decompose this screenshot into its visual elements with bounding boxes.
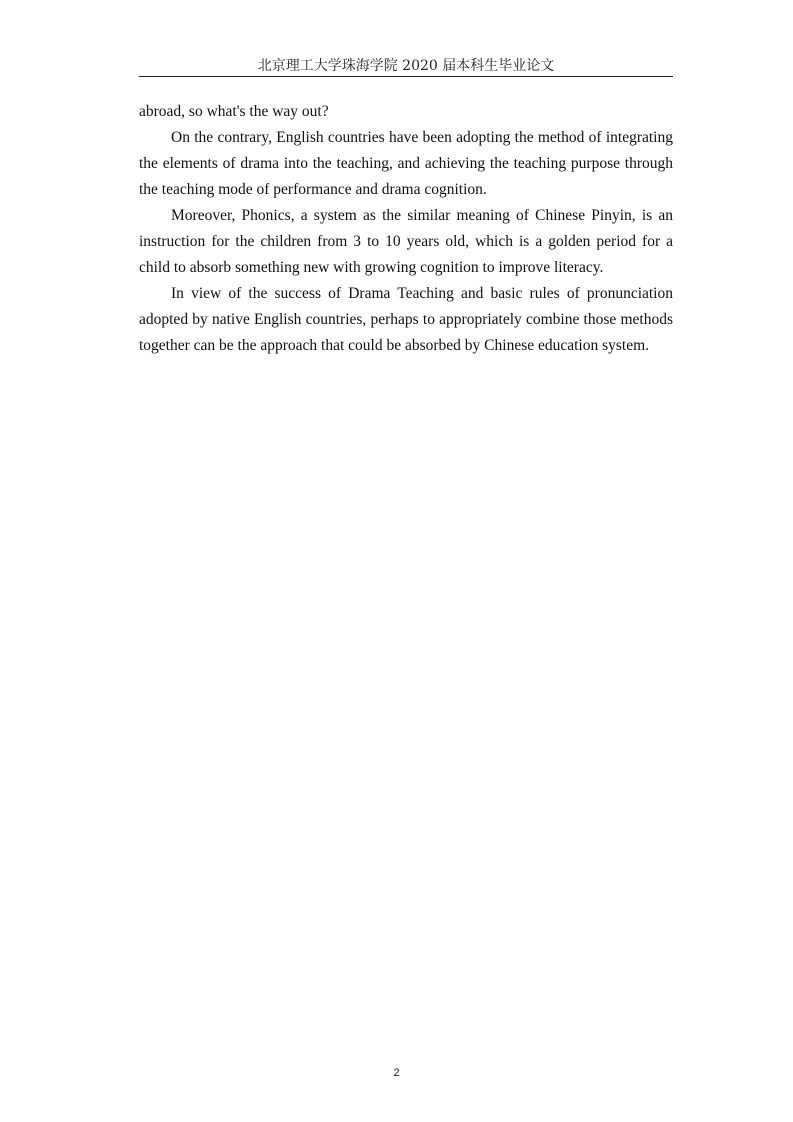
header-divider (139, 76, 673, 77)
body-text (139, 99, 673, 359)
paragraph-drama-teaching: On the contrary, English countries have been adopting the method of integrating the elements of drama into the teaching, and achieving the teaching purpose through the teaching mode of performance and drama cognition. (139, 129, 673, 198)
paragraph-phonics: Moreover, Phonics, a system as the similar meaning of Chinese Pinyin, is an instruction for the children from 3 to 10 years old, which is a golden period for a child to absorb something new with growing cognition to improve literacy. (139, 207, 673, 276)
page-number: 2 (393, 1067, 400, 1079)
paragraph-continuation: abroad, so what's the way out? (139, 103, 329, 120)
page-header-title: 北京理工大学珠海学院 2020 届本科生毕业论文 (257, 58, 555, 74)
paragraph-conclusion: In view of the success of Drama Teaching and basic rules of pronunciation adopted by native English countries, perhaps to appropriately combine those methods together can be the approach that could be absorbed by Chinese education system. (139, 285, 673, 354)
